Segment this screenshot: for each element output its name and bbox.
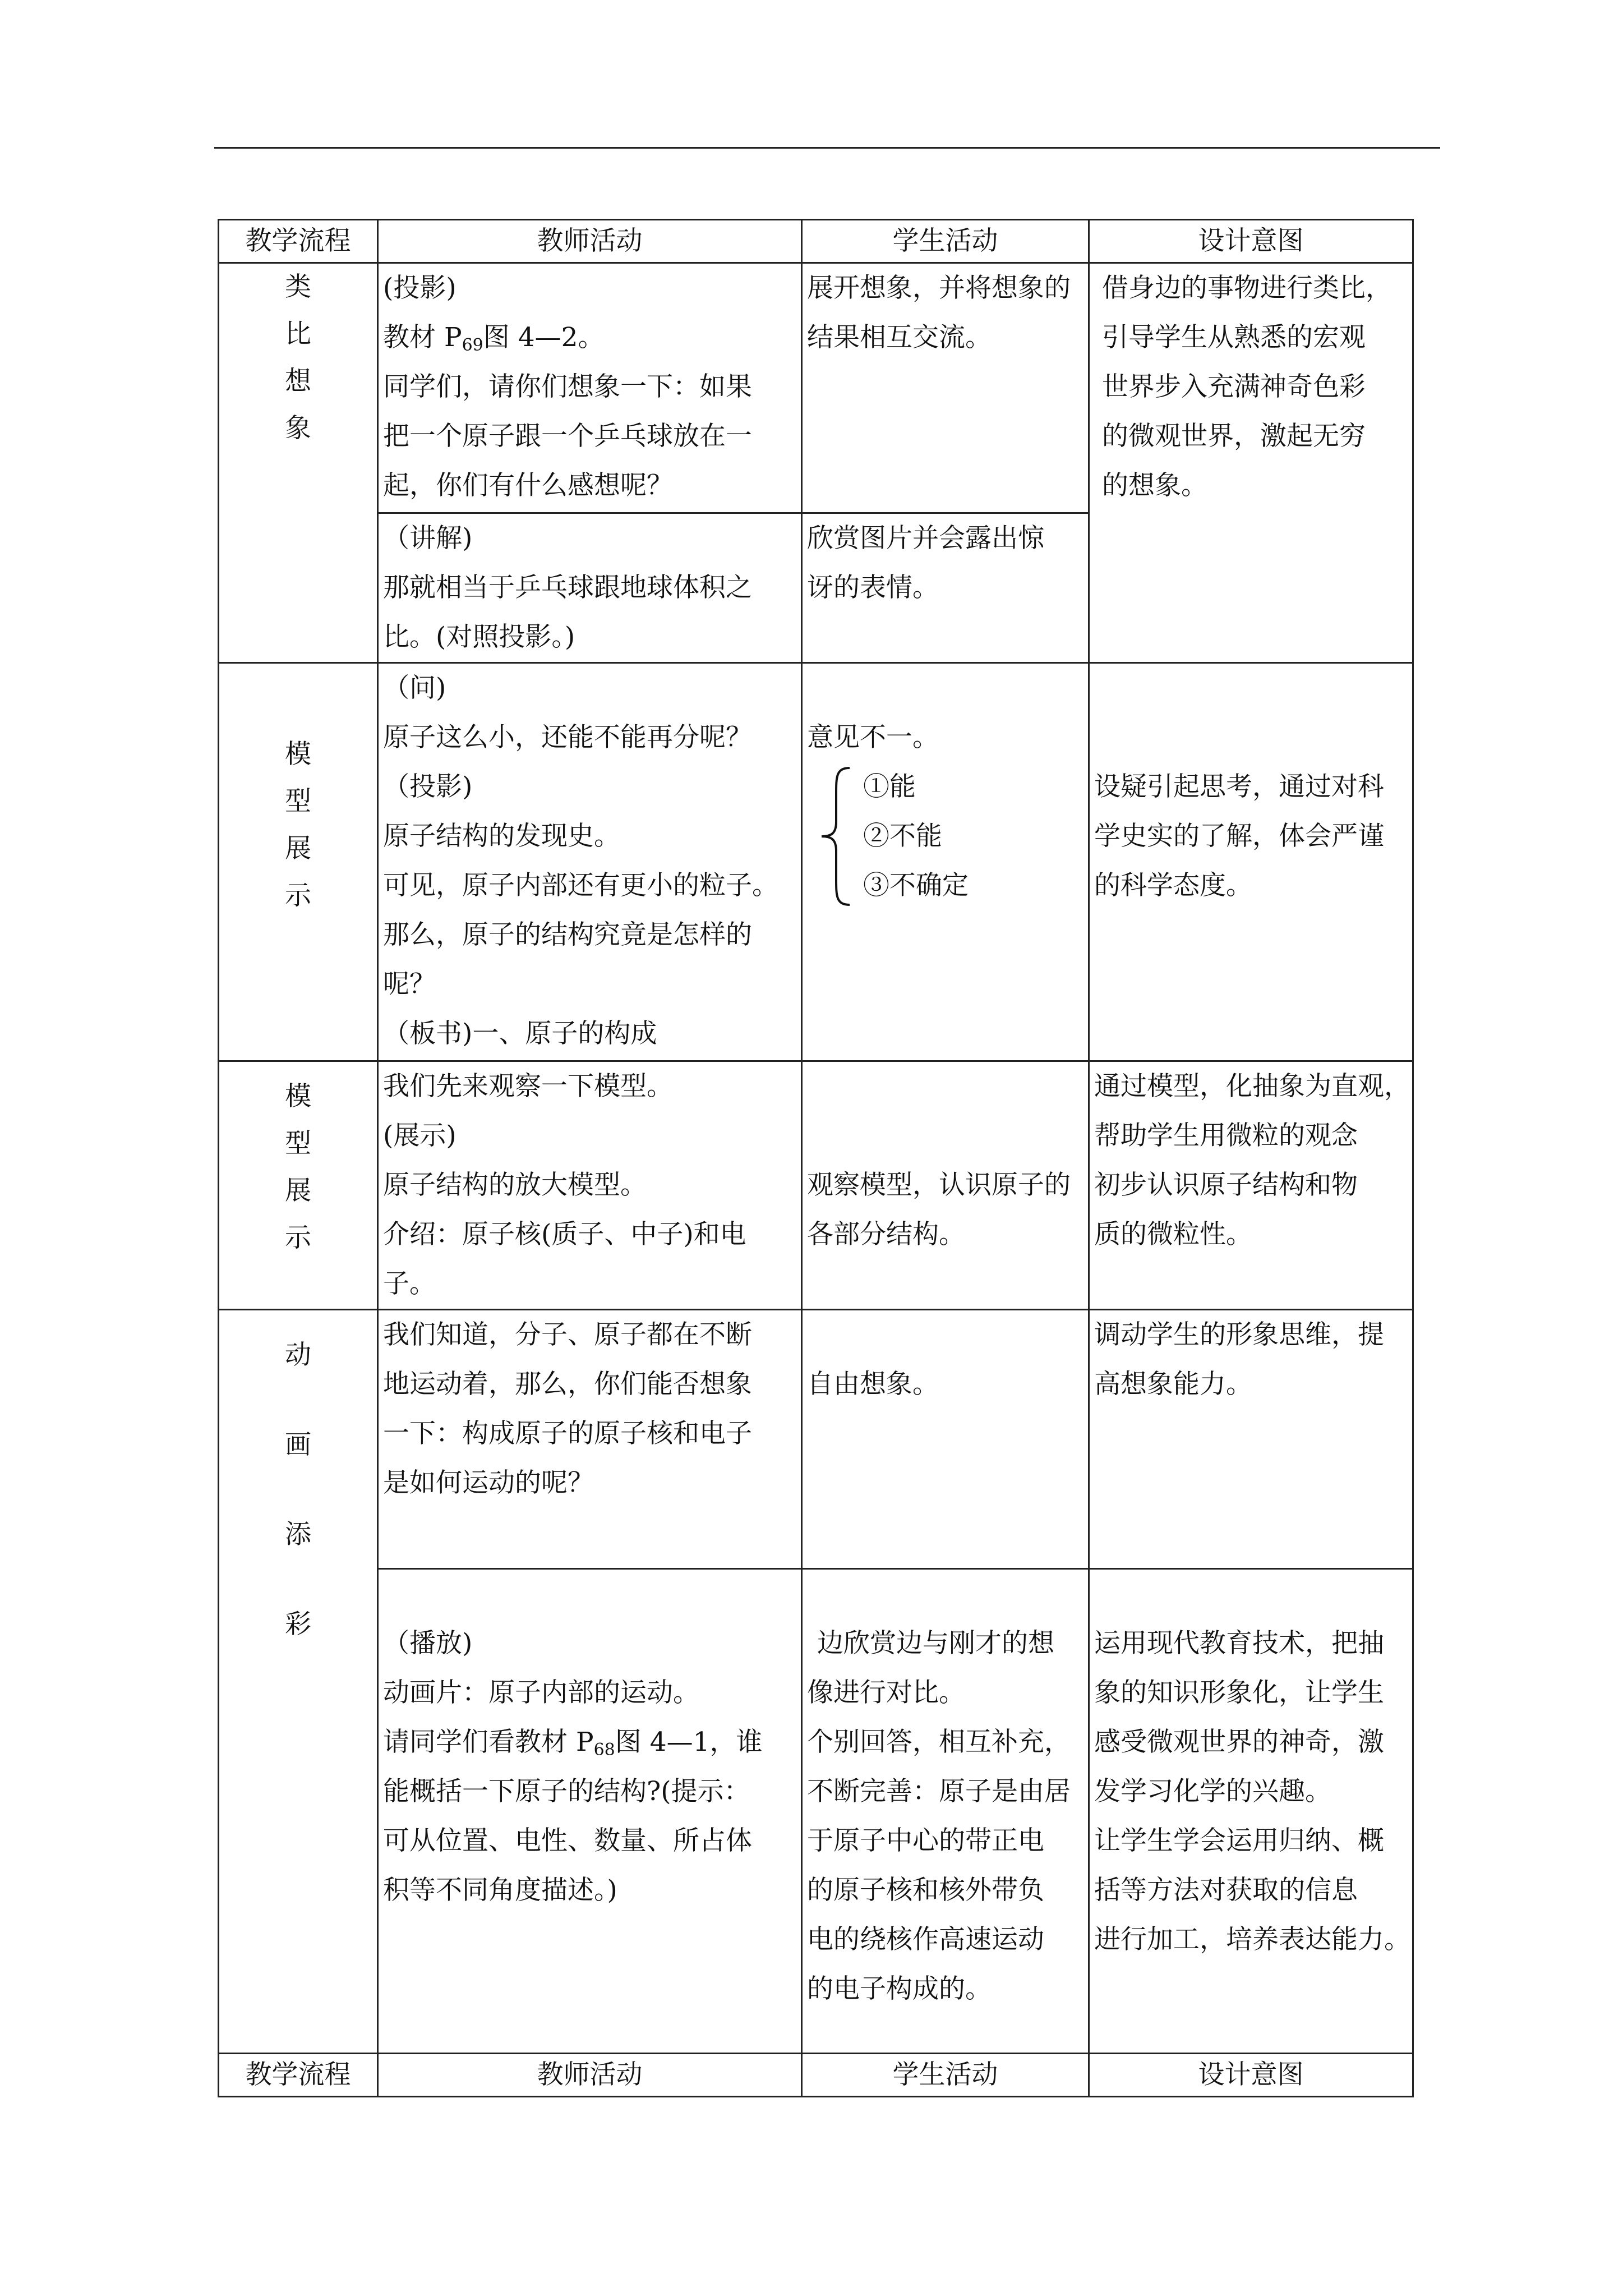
teacher-activity-cell: 我们知道，分子、原子都在不断 地运动着，那么，你们能否想象 一下：构成原子的原子核和电子 是如何运动的呢？ — [378, 1310, 802, 1569]
student-activity-cell: 欣赏图片并会露出惊 讶的表情。 — [802, 513, 1089, 663]
design-intent-cell: 设疑引起思考，通过对科 学史实的了解，体会严谨 的科学态度。 — [1089, 663, 1413, 1061]
flow-model-display: 模 型 展 示 — [219, 663, 378, 1061]
table-row — [219, 263, 1413, 513]
design-intent-cell: 通过模型，化抽象为直观， 帮助学生用微粒的观念 初步认识原子结构和物 质的微粒性。 — [1089, 1061, 1413, 1310]
teacher-activity-cell: （播放) 动画片：原子内部的运动。 请同学们看教材 $P_{68}$图 4—1，谁 能概括一下原子的结构?(提示： 可从位置、电性、数量、所占体 积等不同角度描述。) — [378, 1569, 802, 2054]
option-can: ①能 — [863, 771, 916, 802]
footer-student-activity: 学生活动 — [802, 2054, 1089, 2097]
opinion-options — [807, 762, 1083, 910]
teacher-activity-cell: 我们先来观察一下模型。 (展示) 原子结构的放大模型。 介绍：原子核(质子、中子)和电 子。 — [378, 1061, 802, 1310]
table-row — [219, 1061, 1413, 1310]
curly-brace-icon — [817, 766, 856, 907]
student-activity-cell: 观察模型，认识原子的 各部分结构。 — [802, 1061, 1089, 1310]
header-teacher-activity: 教师活动 — [378, 220, 802, 263]
header-design-intent: 设计意图 — [1089, 220, 1413, 263]
table-row — [219, 1569, 1413, 2054]
header-teaching-flow: 教学流程 — [219, 220, 378, 263]
flow-animation: 动 画 添 彩 — [219, 1310, 378, 2054]
header-rule — [214, 147, 1440, 149]
teacher-activity-cell: （问) 原子这么小，还能不能再分呢？ （投影) 原子结构的发现史。 可见，原子内部还有更小的粒子。 那么，原子的结构究竟是怎样的 呢？ （板书)一、原子的构成 — [378, 663, 802, 1061]
header-student-activity: 学生活动 — [802, 220, 1089, 263]
table-footer-row — [219, 2054, 1413, 2097]
lesson-plan-table — [218, 219, 1414, 2097]
student-activity-cell: 意见不一。 ①能 ②不能 ③不确定 — [802, 663, 1089, 1061]
student-activity-cell: 边欣赏边与刚才的想 像进行对比。 个别回答，相互补充， 不断完善：原子是由居 于原子中心的带正电 的原子核和核外带负 电的绕核作高速运动 的电子构成的。 — [802, 1569, 1089, 2054]
design-intent-cell: 借身边的事物进行类比， 引导学生从熟悉的宏观 世界步入充满神奇色彩 的微观世界，激起无穷 的想象。 — [1089, 263, 1413, 663]
teacher-activity-cell: （讲解) 那就相当于乒乓球跟地球体积之 比。(对照投影。) — [378, 513, 802, 663]
design-intent-cell: 调动学生的形象思维，提 高想象能力。 — [1089, 1310, 1413, 1569]
table-header-row — [219, 220, 1413, 263]
table-row — [219, 663, 1413, 1061]
flow-model-display: 模 型 展 示 — [219, 1061, 378, 1310]
design-intent-cell: 运用现代教育技术，把抽 象的知识形象化，让学生 感受微观世界的神奇，激 发学习化学的兴趣。 让学生学会运用归纳、概 括等方法对获取的信息 进行加工，培养表达能力。 — [1089, 1569, 1413, 2054]
footer-teacher-activity: 教师活动 — [378, 2054, 802, 2097]
teacher-activity-cell: (投影) 教材 $P_{69}$图 4—2。 同学们，请你们想象一下：如果 把一个原子跟一个乒乓球放在一 起，你们有什么感想呢？ — [378, 263, 802, 513]
student-activity-cell: 展开想象，并将想象的 结果相互交流。 — [802, 263, 1089, 513]
footer-teaching-flow: 教学流程 — [219, 2054, 378, 2097]
table-row — [219, 1310, 1413, 1569]
footer-design-intent: 设计意图 — [1089, 2054, 1413, 2097]
flow-analogy-imagination: 类 比 想 象 — [219, 263, 378, 663]
option-cannot: ②不能 — [863, 821, 942, 852]
option-unsure: ③不确定 — [863, 870, 969, 901]
student-activity-cell: 自由想象。 — [802, 1310, 1089, 1569]
